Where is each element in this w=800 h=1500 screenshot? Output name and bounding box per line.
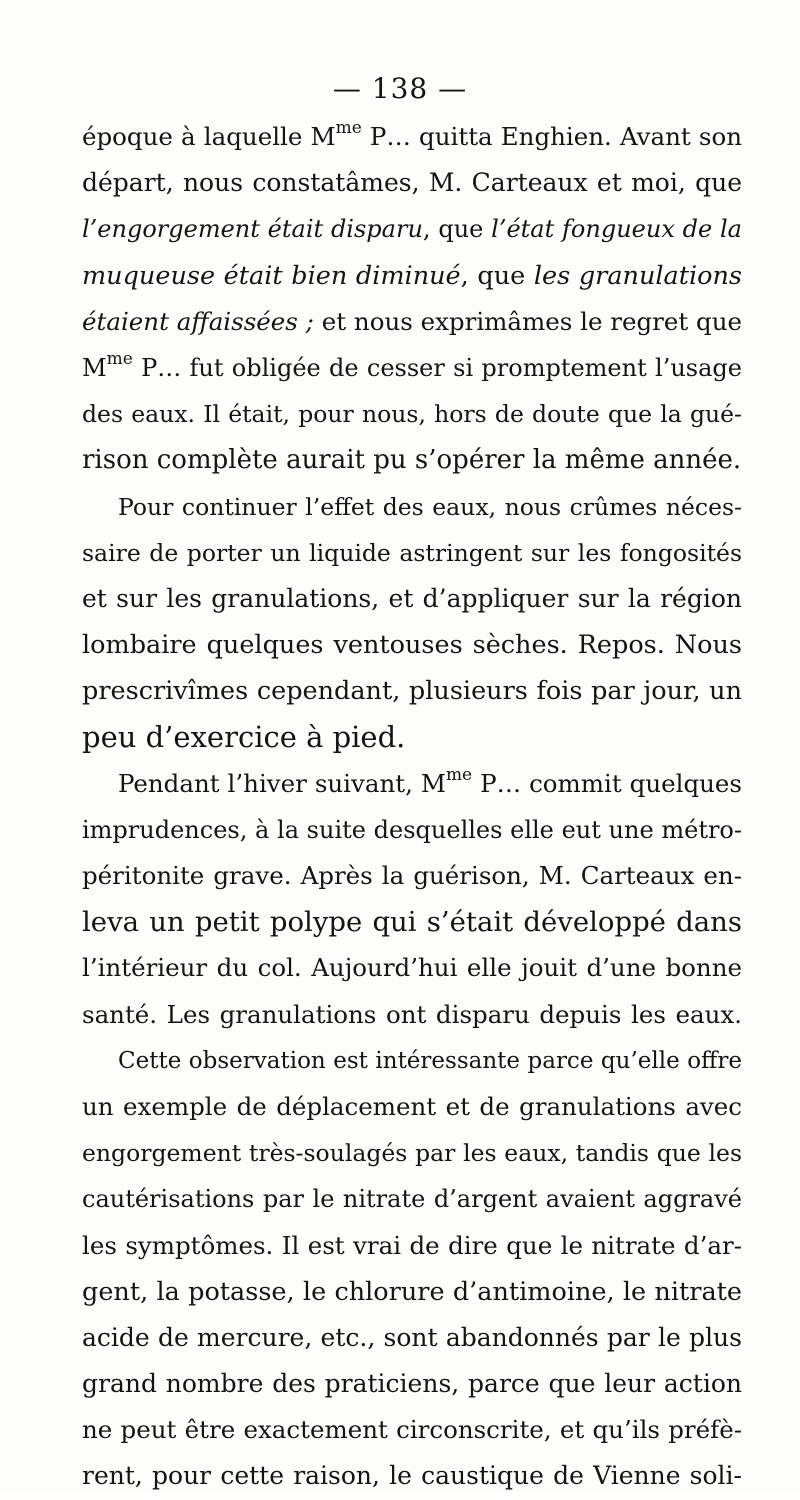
text-line [82, 530, 742, 576]
text-run: peu d’exercice à pied. [82, 720, 406, 755]
italic-phrase: muqueuse était bien diminué [82, 260, 461, 291]
text-run: un exemple de déplacement et de granulations avec [82, 1091, 742, 1121]
text-run: rent, pour cette raison, le caustique de Vienne soli- [82, 1461, 742, 1491]
text-run: prescrivîmes cependant, plusieurs fois par jour, un [82, 676, 742, 707]
text-line [82, 345, 742, 391]
text-run: départ, nous constatâmes, M. Carteaux et moi, que [82, 168, 742, 198]
text-line [82, 622, 742, 668]
text-line [82, 391, 742, 437]
text-line [82, 668, 742, 714]
text-run: P… quitta Enghien. Avant son [361, 122, 742, 151]
italic-phrase: l’état fongueux de la [491, 215, 742, 244]
text-run: des eaux. Il était, pour nous, hors de doute que la gué- [82, 400, 742, 429]
text-line [82, 299, 742, 345]
text-line [82, 1269, 742, 1315]
text-line [82, 945, 742, 991]
text-line [82, 160, 742, 206]
text-line [82, 1361, 742, 1407]
text-run: gent, la potasse, le chlorure d’antimoine, le nitrate [82, 1276, 742, 1307]
text-run: engorgement très-soulagés par les eaux, tandis que les [82, 1139, 742, 1168]
text-run: acide de mercure, etc., sont abandonnés par le plus [82, 1322, 742, 1352]
text-line [82, 1084, 742, 1130]
italic-phrase: étaient affaissées ; [82, 306, 314, 336]
text-run: saire de porter un liquide astringent sur les fongosités [82, 538, 742, 567]
italic-phrase: les granulations [533, 260, 743, 291]
text-line [82, 1315, 742, 1361]
text-line [82, 114, 742, 160]
text-line [82, 1407, 742, 1453]
text-line [82, 899, 742, 945]
text-run: grand nombre des praticiens, parce que leur action [82, 1369, 742, 1399]
text-line [82, 1453, 742, 1499]
text-line [82, 253, 742, 299]
text-run: leva un petit polype qui s’était développé dans [82, 906, 742, 939]
text-line [82, 761, 742, 807]
page-number: — 138 — [332, 72, 468, 105]
text-run: Pour continuer l’effet des eaux, nous crûmes néces- [118, 492, 742, 521]
text-run: les symptômes. Il est vrai de dire que le nitrate d’ar- [82, 1230, 742, 1260]
text-line [82, 714, 742, 760]
text-run: péritonite grave. Après la guérison, M. Carteaux en- [82, 861, 742, 890]
text-line [82, 853, 742, 899]
text-line [82, 484, 742, 530]
text-line [82, 992, 742, 1038]
text-run: époque à laquelle M [82, 122, 336, 151]
text-run: l’intérieur du col. Aujourd’hui elle jouit d’une bonne [82, 953, 742, 983]
text-run: ne peut être exactement circonscrite, et qu’ils préfè- [82, 1415, 742, 1445]
body-text [82, 114, 742, 1500]
text-run: imprudences, à la suite desquelles elle eut une métro- [82, 815, 742, 844]
text-run: lombaire quelques ventouses sèches. Repos. Nous [82, 630, 742, 661]
text-line [82, 1223, 742, 1269]
italic-phrase: l’engorgement était disparu [82, 215, 423, 244]
superscript-abbreviation: me [445, 764, 473, 785]
text-run: santé. Les granulations ont disparu depuis les eaux. [82, 999, 742, 1029]
text-line [82, 437, 742, 483]
text-run: , que [422, 215, 492, 244]
superscript-abbreviation: me [335, 118, 362, 138]
text-run: Cette observation est intéressante parce qu’elle offre [118, 1047, 742, 1074]
text-line [82, 1130, 742, 1176]
text-line [82, 1038, 742, 1084]
text-run: rison complète aurait pu s’opérer la même année. [82, 445, 742, 476]
text-line [82, 576, 742, 622]
text-run: , que [460, 260, 534, 291]
text-run: Pendant l’hiver suivant, M [118, 768, 446, 798]
text-run: P… fut obligée de cesser si promptement l’usage [132, 353, 742, 382]
text-line [82, 807, 742, 853]
text-run: M [82, 353, 107, 382]
text-line [82, 1176, 742, 1222]
text-run: P… commit quelques [472, 768, 742, 798]
text-line [82, 206, 742, 252]
superscript-abbreviation: me [106, 348, 133, 369]
text-run: cautérisations par le nitrate d’argent avaient aggravé [82, 1185, 742, 1214]
text-run: et nous exprimâmes le regret que [313, 306, 743, 336]
text-run: et sur les granulations, et d’appliquer sur la région [82, 583, 742, 613]
